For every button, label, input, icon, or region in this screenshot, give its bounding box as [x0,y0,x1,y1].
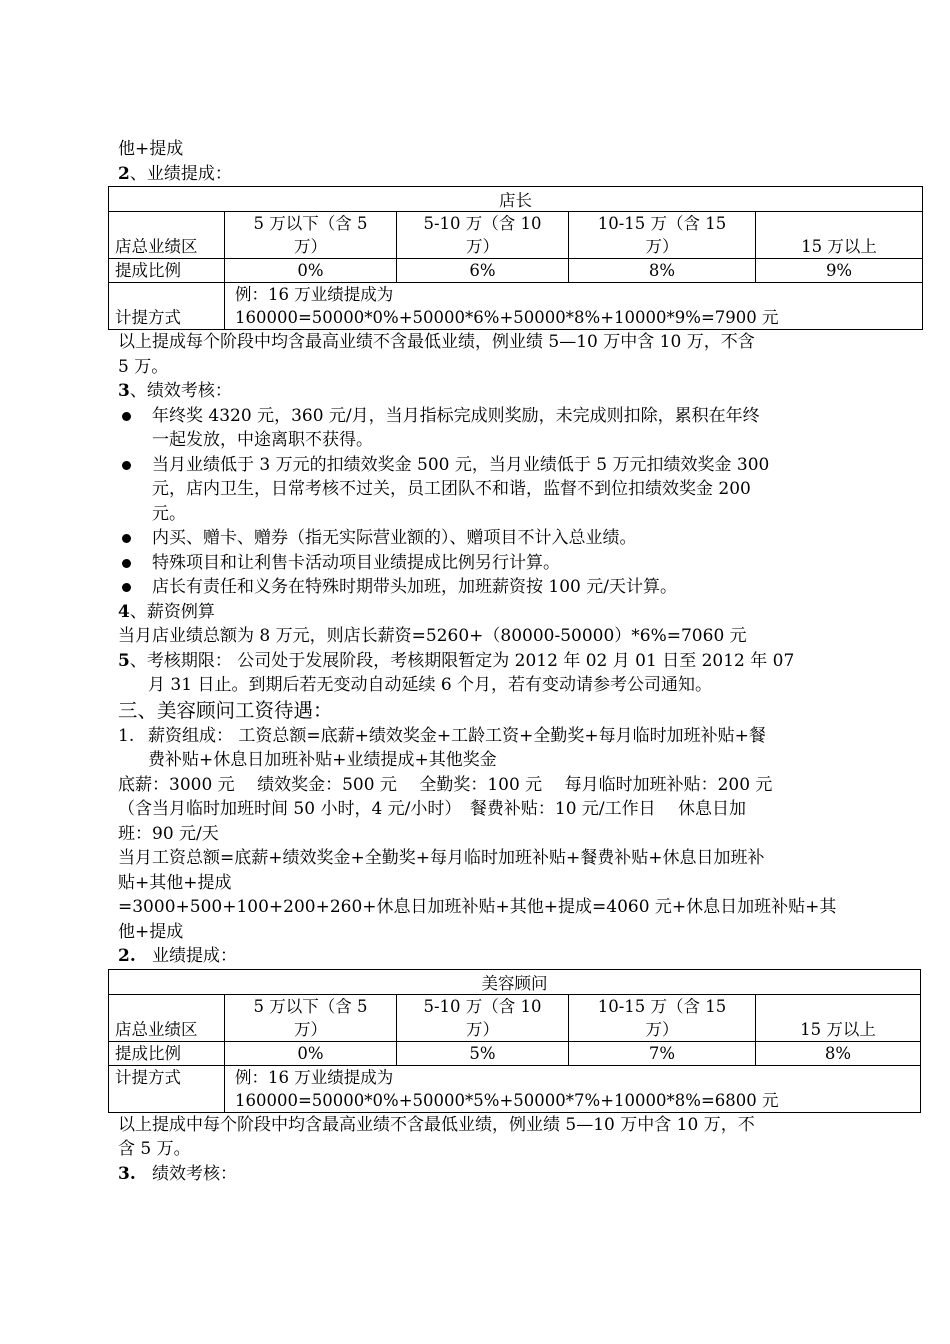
row-label: 计提方式 [109,1065,225,1112]
rate-cell: 6% [397,259,569,283]
section-heading-consultant: 三、美容顾问工资待遇： [118,698,333,722]
text-line: 当月工资总额=底薪+绩效奖金+全勤奖+每月临时加班补贴+餐费补贴+休息日加班补 [118,848,765,868]
section-label: 、薪资例算 [129,601,215,622]
salary-composition: 1. 薪资组成： 工资总额=底薪+绩效奖金+工龄工资+全勤奖+每月临时加班补贴+餐 费补贴+休息日加班补贴+业绩提成+其他奖金 [118,725,766,770]
section-heading-salary-example [118,600,830,625]
list-item: 当月业绩低于 3 万元的扣绩效奖金 500 元，当月业绩低于 5 万元扣绩效奖金 300 元，店内卫生，日常考核不过关，员工团队不和谐，监督不到位扣绩效奖金 200 元。 [118,453,830,527]
text-line: =3000+500+100+200+260+休息日加班补贴+其他+提成=4060 元+休息日加班补贴+其 [118,897,837,917]
list-item: 年终奖 4320 元，360 元/月，当月指标完成则奖励，未完成则扣除，累积在年终 一起发放，中途离职不获得。 [118,404,830,453]
table-title: 美容顾问 [109,969,921,994]
range-header: 5 万以下（含 5 万） [225,994,397,1041]
text-line: 贴+其他+提成 [118,872,232,893]
bullet-icon [122,583,131,592]
range-header: 5-10 万（含 10 万） [397,994,569,1041]
bullet-icon [122,559,131,568]
section-heading-appraisal [118,379,830,404]
text-line: 班：90 元/天 [118,823,219,844]
text-line: （含当月临时加班时间 50 小时，4 元/小时） 餐费补贴：10 元/工作日 休息日加 [118,799,747,819]
text-line: 他+提成 [118,921,184,942]
text-line: 他+提成 [118,139,184,159]
item-number: 2. [118,946,136,966]
rate-cell: 9% [756,259,923,283]
bullet-icon [122,534,131,543]
section-number: 2 [118,163,130,184]
row-label: 店总业绩区 [109,994,225,1041]
range-header: 10-15 万（含 15 万） [569,212,756,259]
row-label: 计提方式 [109,283,225,330]
rate-cell: 8% [569,259,756,283]
text-line: 以上提成中每个阶段中均含最高业绩不含最低业绩，例业绩 5—10 万中含 10 万，不 [118,1114,755,1135]
section-number: 4 [118,601,130,622]
range-header: 15 万以上 [756,994,921,1041]
rate-cell: 0% [225,1041,397,1065]
section-label: 、绩效考核： [129,381,232,401]
manager-commission-table [108,186,923,330]
range-header: 5-10 万（含 10 万） [397,212,569,259]
section-heading-commission [118,162,830,187]
rate-cell: 7% [569,1041,756,1065]
section-heading-commission-2 [118,944,830,969]
section-label: 业绩提成： [152,946,237,966]
bullet-icon [122,412,131,421]
text-line: 以上提成每个阶段中均含最高业绩不含最低业绩，例业绩 5—10 万中含 10 万，不含 [118,332,755,352]
section-label: 、业绩提成： [129,163,232,184]
text-line: 当月店业绩总额为 8 万元，则店长薪资=5260+（80000-50000）*6%=7060 元 [118,626,747,646]
section-period: 5、考核期限： 公司处于发展阶段，考核期限暂定为 2012 年 02 月 01 日至 2012 年 07 月 31 日止。到期后若无变动自动延续 6 个月，若有变动请参考公司通知。 [118,650,795,695]
text-line: 含 5 万。 [118,1139,191,1159]
row-label: 提成比例 [109,1041,225,1065]
section-heading-appraisal-2 [118,1162,830,1187]
row-label: 提成比例 [109,259,225,283]
range-header: 10-15 万（含 15 万） [569,994,756,1041]
list-item: 内买、赠卡、赠券（指无实际营业额的）、赠项目不计入总业绩。 [118,526,830,551]
section-number: 5 [118,650,130,671]
text-line: 5 万。 [118,356,169,377]
list-item: 特殊项目和让利售卡活动项目业绩提成比例另行计算。 [118,551,830,576]
list-item: 店长有责任和义务在特殊时期带头加班，加班薪资按 100 元/天计算。 [118,575,830,600]
formula-cell: 例：16 万业绩提成为 160000=50000*0%+50000*6%+50000*8%+10000*9%=7900 元 [225,283,923,330]
table-title: 店长 [109,187,923,212]
section-label: 绩效考核： [152,1163,237,1184]
row-label: 店总业绩区 [109,212,225,259]
document-page [115,137,877,1186]
bullet-icon [122,461,131,470]
consultant-commission-table [108,969,921,1113]
rate-cell: 0% [225,259,397,283]
rate-cell: 5% [397,1041,569,1065]
rate-cell: 8% [756,1041,921,1065]
item-number: 3. [118,1163,136,1184]
section-number: 3 [118,381,130,401]
range-header: 5 万以下（含 5 万） [225,212,397,259]
item-number: 1. [118,725,135,746]
text-line: 底薪：3000 元 绩效奖金：500 元 全勤奖：100 元 每月临时加班补贴：200 元 [118,774,773,795]
formula-cell: 例：16 万业绩提成为 160000=50000*0%+50000*5%+50000*7%+10000*8%=6800 元 [225,1065,921,1112]
range-header: 15 万以上 [756,212,923,259]
